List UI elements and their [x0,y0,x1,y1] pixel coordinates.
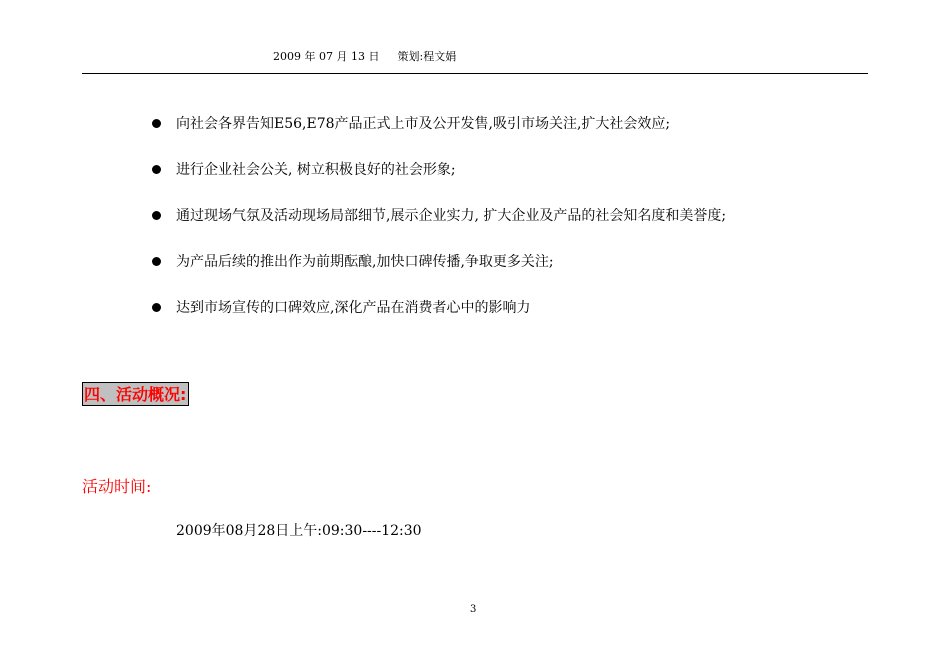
page-number: 3 [470,604,477,615]
bullet-icon [152,303,161,312]
activity-time-value: 2009年08月28日上午:09:30----12:30 [176,523,422,539]
section-heading: 四、活动概况: [82,382,189,406]
objective-text: 为产品后续的推出作为前期酝酿,加快口碑传播,争取更多关注; [176,254,554,270]
bullet-icon [152,165,161,174]
page-header [273,48,456,64]
objective-text: 进行企业社会公关, 树立积极良好的社会形象; [176,162,456,178]
bullet-icon [152,257,161,266]
bullet-icon [152,119,161,128]
objective-text: 通过现场气氛及活动现场局部细节,展示企业实力, 扩大企业及产品的社会知名度和美誉度; [176,208,727,224]
objective-text: 达到市场宣传的口碑效应,深化产品在消费者心中的影响力 [176,300,531,316]
header-planner: 策划:程文娟 [397,50,457,63]
objective-text: 向社会各界告知E56,E78产品正式上市及公开发售,吸引市场关注,扩大社会效应; [176,116,671,132]
header-date: 2009 年 07 月 13 日 [273,50,380,63]
header-divider [82,73,868,74]
activity-time-label: 活动时间: [82,477,152,496]
bullet-icon [152,211,161,220]
